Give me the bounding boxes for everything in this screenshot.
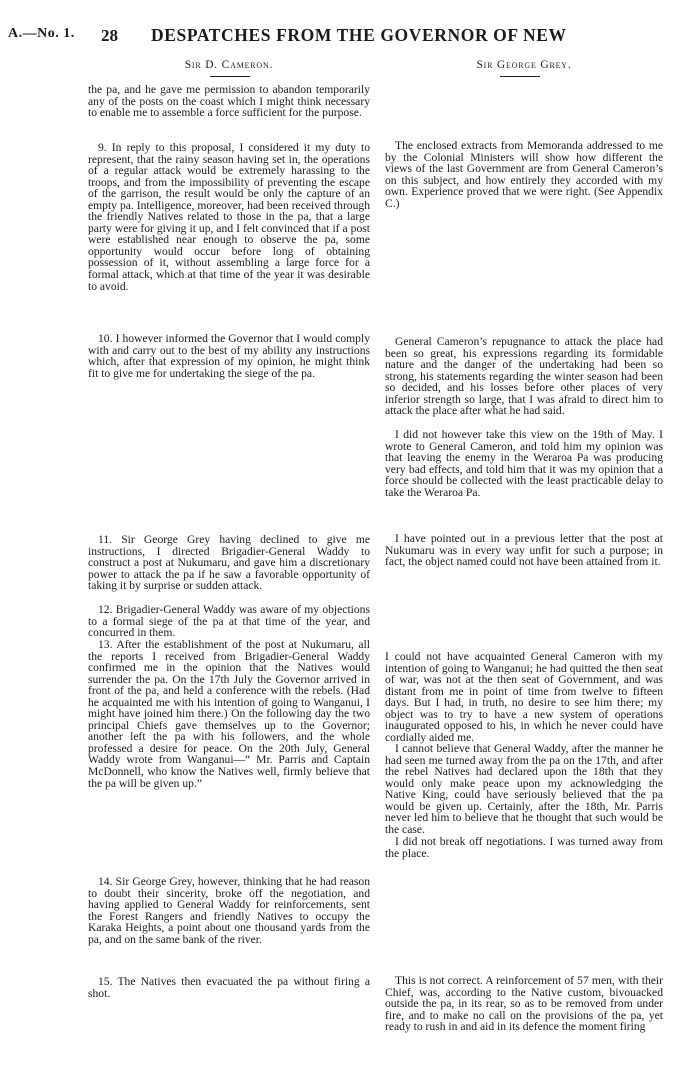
left-paragraph-1: the pa, and he gave me permission to abandon temporarily any of the posts on the coast which I might think necessary to enable me to assemble a force sufficient for the purpose. [88, 83, 370, 120]
right-paragraph-nukumaru: I have pointed out in a previous letter that the post at Nukumaru was in every way unfit for such a purpose; in fact, the object named could not have been attained from it. [385, 532, 663, 569]
left-paragraph-12: 12. Brigadier-General Waddy was aware of my objections to a formal siege of the pa at that time of the year, and concurred in them. [88, 603, 370, 640]
right-paragraph-not-correct: This is not correct. A reinforcement of 57 men, with their Chief, was, according to the Native custom, bivouacked outside the pa, in its rear, so as to be removed from under fire, and to make no call on the provisions of the pa, yet ready to rush in and aid in its defence the moment firing [385, 974, 663, 1034]
left-heading-rule [210, 76, 250, 77]
page-number: 28 [101, 26, 118, 45]
right-heading-rule [500, 76, 540, 77]
left-paragraph-9: 9. In reply to this proposal, I considered it my duty to represent, that the rainy season having set in, the operations of a regular attack would be extremely harassing to the troops, and from the impossibility of preventing the escape of the garrison, the result would be only the capture of an empty pa. Intelligence, moreover, had been received through the friendly Natives related to those in the pa, that a large party were for giving it up, and I felt convinced that if a post were established near enough to observe the pa, some opportunity would occur before long of obtaining possession of it, without assembling a large force for a formal attack, which at that time of the year it was desirable to avoid. [88, 141, 370, 293]
left-column-heading: Sir D. Cameron. [184, 59, 274, 71]
left-paragraph-14: 14. Sir George Grey, however, thinking that he had reason to doubt their sincerity, broke off the negotiation, and having applied to General Waddy for reinforcements, sent the Forest Rangers and friendly Natives to occupy the Karaka Heights, a point about one thousand yards from the pa, and on the same bank of the river. [88, 875, 370, 946]
document-reference: A.—No. 1. [8, 26, 75, 41]
left-paragraph-13: 13. After the establishment of the post at Nukumaru, all the reports I received from Brigadier-General Waddy confirmed me in the opinion that the Natives would surrender the pa. On the 17th July the Governor arrived in front of the pa, and held a conference with the rebels. (Had he acquainted me with his intention of going to Wanganui, I might have joined him there.) On the following day the two principal Chiefs gave themselves up to the Governor; another left the pa with his followers, and the whole professed a desire for peace. On the 20th July, General Waddy wrote from Wanganui—“ Mr. Parris and Captain McDonnell, who know the Natives well, firmly believe that the pa will be given up.” [88, 638, 370, 790]
right-paragraph-waddy: I cannot believe that General Waddy, after the manner he had seen me turned away from the pa on the 17th, and after the rebel Natives had declared upon the 18th that they would only make peace upon my acknowledging the Native King, could have seriously believed that the pa would be given up. Certainly, after the 18th, Mr. Parris never led him to believe that he thought that such would be the case. [385, 742, 663, 836]
right-paragraph-repugnance: General Cameron’s repugnance to attack the place had been so great, his expressions regarding its formidable nature and the danger of the undertaking had been so strong, his statements regarding the winter season had been so decided, and his losses before other places of very inferior strength so large, that I was afraid to direct him to attack the place after what he had said. [385, 335, 663, 418]
left-paragraph-10: 10. I however informed the Governor that I would comply with and carry out to the best of my ability any instructions which, after that expression of my opinion, he might think fit to give me for undertaking the siege of the pa. [88, 332, 370, 380]
right-paragraph-19th-may: I did not however take this view on the 19th of May. I wrote to General Cameron, and told him my opinion was that leaving the enemy in the Weraroa Pa was producing very bad effects, and told him that it was my opinion that a force should be collected with the least practicable delay to take the Weraroa Pa. [385, 428, 663, 499]
left-paragraph-15: 15. The Natives then evacuated the pa without firing a shot. [88, 975, 370, 1000]
right-paragraph-memoranda: The enclosed extracts from Memoranda addressed to me by the Colonial Ministers will show how different the views of the last Government are from General Cameron’s on this subject, and how entirely they accorded with my own. Experience proved that we were right. (See Appendix C.) [385, 139, 663, 210]
right-column-heading: Sir George Grey. [476, 59, 572, 71]
right-paragraph-wanganui: I could not have acquainted General Cameron with my intention of going to Wanganui; he had quitted the then seat of war, was not at the then seat of Government, and was distant from me in point of time from twelve to fifteen days. But I had, in truth, no desire to see him there; my object was to try to have a new system of operations inaugurated opposed to his, in which he never could have cordially aided me. [385, 650, 663, 744]
right-paragraph-negotiations: I did not break off negotiations. I was turned away from the place. [385, 835, 663, 860]
left-paragraph-11: 11. Sir George Grey having declined to give me instructions, I directed Brigadier-General Waddy to construct a post at Nukumaru, and gave him a discretionary power to attack the pa if he saw a favorable opportunity of taking it by surprise or sudden attack. [88, 533, 370, 593]
running-title: DESPATCHES FROM THE GOVERNOR OF NEW [151, 25, 567, 45]
page-header [8, 26, 692, 46]
